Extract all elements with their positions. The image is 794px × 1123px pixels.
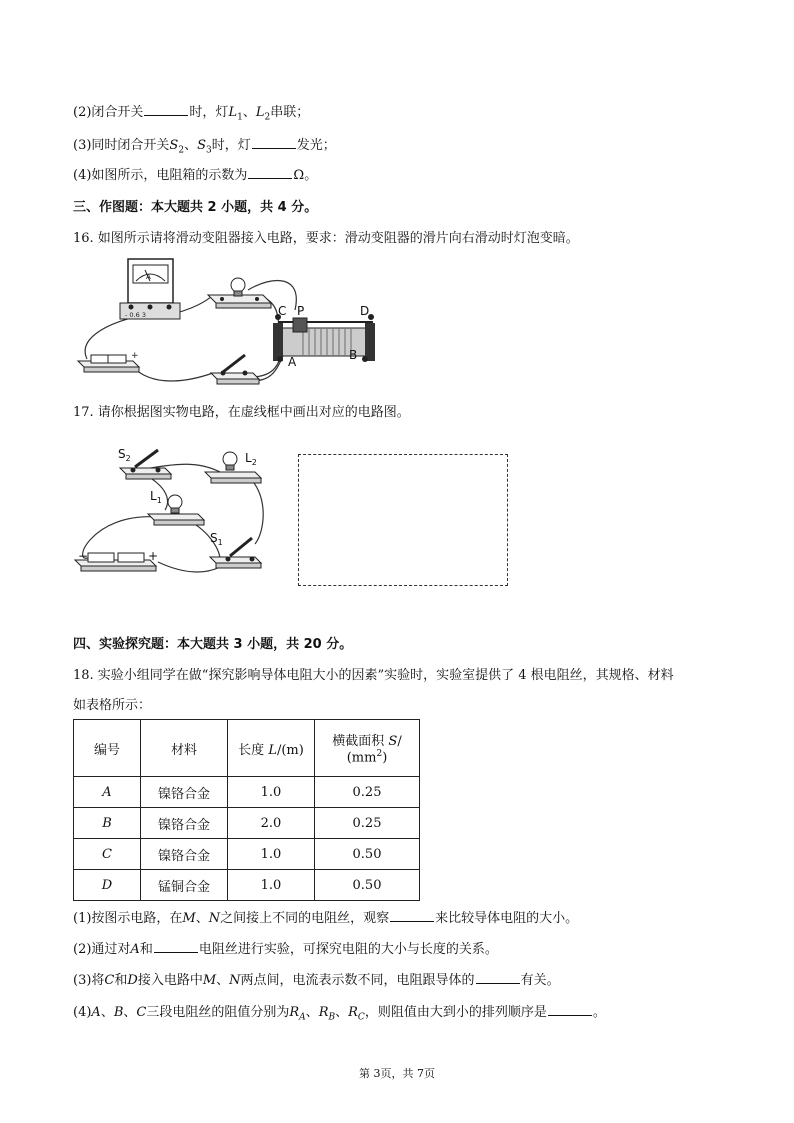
answer-blank[interactable]: [144, 103, 188, 116]
cell-area: 0.50: [315, 839, 420, 870]
table-row: [74, 808, 420, 839]
cell-length: 2.0: [228, 808, 315, 839]
q18-part1: (1)按图示电路，在M、N之间接上不同的电阻丝，观察 来比较导体电阻的大小。: [73, 911, 579, 926]
header-material: 材料: [141, 720, 228, 777]
slider-p-label: P: [297, 304, 305, 318]
battery-minus: −: [78, 549, 89, 563]
resistance-wire-table: [73, 719, 420, 901]
cell-area: 0.50: [315, 870, 420, 901]
l1-label: $L_1$: [150, 489, 162, 505]
header-area: 横截面积 S/ $(mm^2)$: [315, 720, 420, 777]
cell-material: 锰铜合金: [141, 870, 228, 901]
lamp-icon: [208, 278, 271, 308]
q16-circuit-figure: [73, 255, 393, 385]
sub: 3: [205, 145, 212, 156]
cell-length: 1.0: [228, 870, 315, 901]
switch-icon: [211, 355, 259, 384]
header-id: 编号: [74, 720, 141, 777]
text: (4)如图所示，电阻箱的示数为: [73, 168, 248, 183]
terminal-d-label: D: [360, 304, 370, 318]
table-row: [74, 777, 420, 808]
ammeter-icon: [120, 259, 180, 319]
battery-plus: +: [131, 351, 139, 361]
q15-part3: [73, 136, 336, 160]
header-length: 长度 L/(m): [228, 720, 315, 777]
q15-part2: [73, 103, 309, 127]
var: S: [169, 138, 179, 153]
var: L: [255, 105, 265, 120]
q18-intro-line1: 18. 实验小组同学在做“探究影响导体电阻大小的因素”实验时，实验室提供了 4 根电阻丝，其规格、材料: [73, 668, 674, 683]
text: (2)闭合开关: [73, 105, 144, 120]
text: 串联；: [270, 105, 310, 120]
section-3-heading: 三、作图题：本大题共 2 小题，共 4 分。: [73, 200, 318, 215]
q18-part4: (4)A、B、C三段电阻丝的阻值分别为$R_A$、$R_B$、$R_C$，则阻值由大到小的排列顺序是 。: [73, 1005, 606, 1023]
text: Ω。: [293, 168, 318, 183]
cell-area: 0.25: [315, 777, 420, 808]
meter-label: A: [146, 273, 151, 281]
lamp-l2-icon: [205, 452, 261, 483]
answer-blank[interactable]: [154, 940, 198, 953]
answer-drawing-box[interactable]: [298, 454, 508, 586]
page-footer: 第 3页，共 7页: [359, 1067, 435, 1080]
text: 时，灯: [189, 105, 229, 120]
battery-icon: [78, 355, 139, 372]
terminal-b-label: B: [349, 348, 358, 362]
table-row: [74, 839, 420, 870]
meter-scale: - 0.6 3: [125, 311, 146, 319]
terminal-c-label: C: [278, 304, 287, 318]
text: (3)同时闭合开关: [73, 138, 170, 153]
q17-text: 17. 请你根据图实物电路，在虚线框中画出对应的电路图。: [73, 405, 410, 420]
sub: 1: [237, 112, 243, 123]
table-header-row: [74, 720, 420, 777]
sub: 2: [264, 112, 271, 123]
text: 、: [184, 138, 198, 153]
answer-blank[interactable]: [248, 166, 292, 179]
cell-length: 1.0: [228, 777, 315, 808]
answer-blank[interactable]: [390, 909, 434, 922]
text: 、: [242, 105, 256, 120]
sub: 2: [178, 145, 185, 156]
cell-length: 1.0: [228, 839, 315, 870]
q15-part4: [73, 166, 317, 185]
battery-plus: +: [148, 549, 159, 563]
text: 发光；: [296, 138, 336, 153]
var: S: [197, 138, 206, 153]
cell-material: 镍铬合金: [141, 839, 228, 870]
q18-part2: (2)通过对A和 电阻丝进行实验，可探究电阻的大小与长度的关系。: [73, 942, 498, 957]
section-4-heading: 四、实验探究题：本大题共 3 小题，共 20 分。: [73, 637, 353, 652]
var: L: [228, 105, 238, 120]
l2-label: $L_2$: [245, 451, 257, 467]
cell-area: 0.25: [315, 808, 420, 839]
answer-blank[interactable]: [252, 136, 296, 149]
cell-id: C: [74, 839, 141, 870]
cell-id: D: [74, 870, 141, 901]
text: 时，灯: [211, 138, 251, 153]
q16-text: 16. 如图所示请将滑动变阻器接入电路，要求：滑动变阻器的滑片向右滑动时灯泡变暗。: [73, 231, 579, 246]
answer-blank[interactable]: [548, 1003, 592, 1016]
answer-blank[interactable]: [476, 971, 520, 984]
cell-id: A: [74, 777, 141, 808]
terminal-a-label: A: [288, 355, 297, 369]
cell-material: 镍铬合金: [141, 808, 228, 839]
table-row: [74, 870, 420, 901]
q18-part3: (3)将C和D接入电路中M、N两点间，电流表示数不同，电阻跟导体的 有关。: [73, 973, 560, 988]
q17-circuit-figure: [70, 442, 270, 582]
s2-label: $S_2$: [118, 447, 131, 463]
q18-intro-line2: 如表格所示：: [73, 698, 152, 713]
s1-label: $S_1$: [210, 531, 223, 547]
cell-id: B: [74, 808, 141, 839]
cell-material: 镍铬合金: [141, 777, 228, 808]
